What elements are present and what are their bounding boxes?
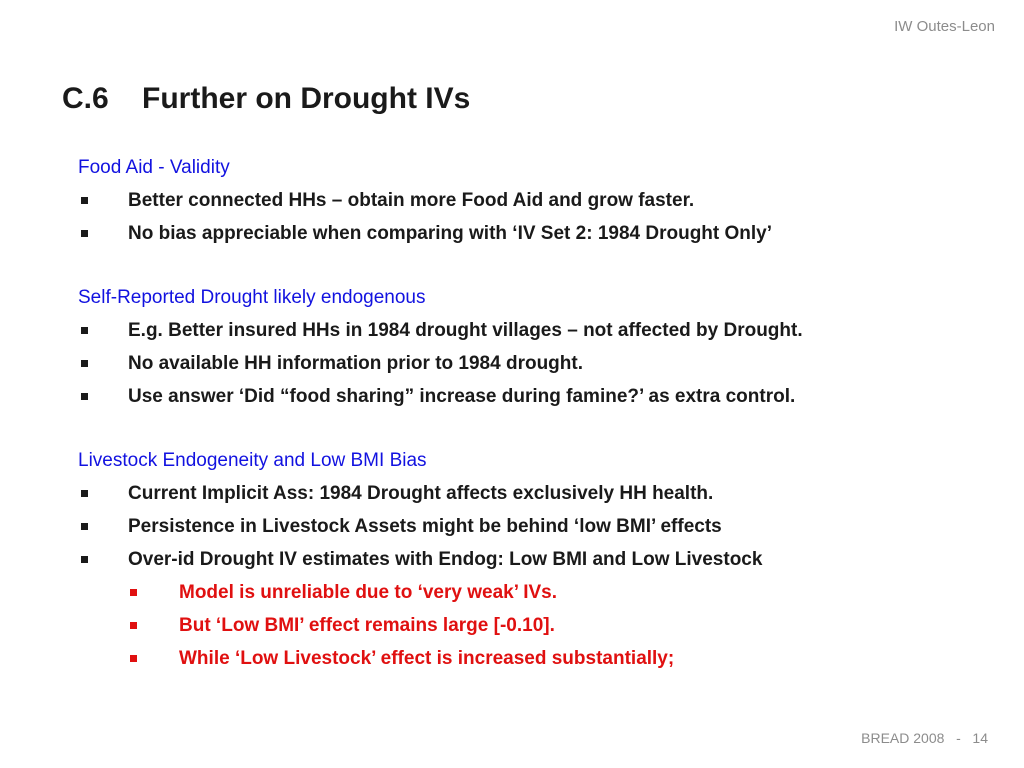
square-bullet-icon	[81, 523, 88, 530]
bullet-item	[78, 514, 994, 547]
section-heading: Self-Reported Drought likely endogenous	[78, 287, 426, 308]
bullet-item	[78, 188, 994, 221]
sub-bullet-text: But ‘Low BMI’ effect remains large [-0.10].	[179, 615, 555, 636]
square-bullet-icon	[81, 393, 88, 400]
bullet-item	[78, 351, 994, 384]
sub-bullet-item	[78, 613, 994, 646]
bullet-text: Persistence in Livestock Assets might be behind ‘low BMI’ effects	[128, 516, 722, 537]
square-bullet-icon	[81, 197, 88, 204]
bullet-text: E.g. Better insured HHs in 1984 drought villages – not affected by Drought.	[128, 320, 803, 341]
bullet-text: No bias appreciable when comparing with ‘IV Set 2: 1984 Drought Only’	[128, 223, 773, 244]
slide-title	[62, 82, 470, 116]
page-number: 14	[972, 730, 988, 746]
square-bullet-icon	[81, 230, 88, 237]
section-heading: Food Aid - Validity	[78, 157, 230, 178]
footer-event: BREAD 2008	[861, 730, 945, 746]
slide-body	[78, 155, 994, 679]
slide-title-text: Further on Drought IVs	[142, 82, 471, 115]
bullet-text: No available HH information prior to 1984 drought.	[128, 353, 583, 374]
square-bullet-icon	[130, 622, 137, 629]
sub-bullet-text: Model is unreliable due to ‘very weak’ IVs.	[179, 582, 558, 603]
slide-footer	[861, 730, 988, 746]
section-heading: Livestock Endogeneity and Low BMI Bias	[78, 450, 427, 471]
bullet-item	[78, 481, 994, 514]
footer-separator: -	[956, 730, 961, 746]
bullet-item	[78, 221, 994, 254]
bullet-item	[78, 384, 994, 417]
square-bullet-icon	[130, 655, 137, 662]
bullet-item	[78, 547, 994, 580]
section-food-aid	[78, 155, 994, 254]
square-bullet-icon	[81, 327, 88, 334]
section-self-reported-drought	[78, 285, 994, 417]
bullet-item	[78, 318, 994, 351]
square-bullet-icon	[81, 360, 88, 367]
square-bullet-icon	[81, 490, 88, 497]
sub-bullet-item	[78, 580, 994, 613]
square-bullet-icon	[130, 589, 137, 596]
sub-bullet-item	[78, 646, 994, 679]
square-bullet-icon	[81, 556, 88, 563]
bullet-text: Better connected HHs – obtain more Food Aid and grow faster.	[128, 190, 695, 211]
bullet-text: Current Implicit Ass: 1984 Drought affects exclusively HH health.	[128, 483, 714, 504]
slide-title-number: C.6	[62, 82, 109, 115]
section-livestock-endogeneity	[78, 448, 994, 679]
author-label: IW Outes-Leon	[894, 18, 995, 35]
sub-bullet-text: While ‘Low Livestock’ effect is increased substantially;	[179, 648, 675, 669]
bullet-text: Use answer ‘Did “food sharing” increase during famine?’ as extra control.	[128, 386, 796, 407]
bullet-text: Over-id Drought IV estimates with Endog: Low BMI and Low Livestock	[128, 549, 763, 570]
